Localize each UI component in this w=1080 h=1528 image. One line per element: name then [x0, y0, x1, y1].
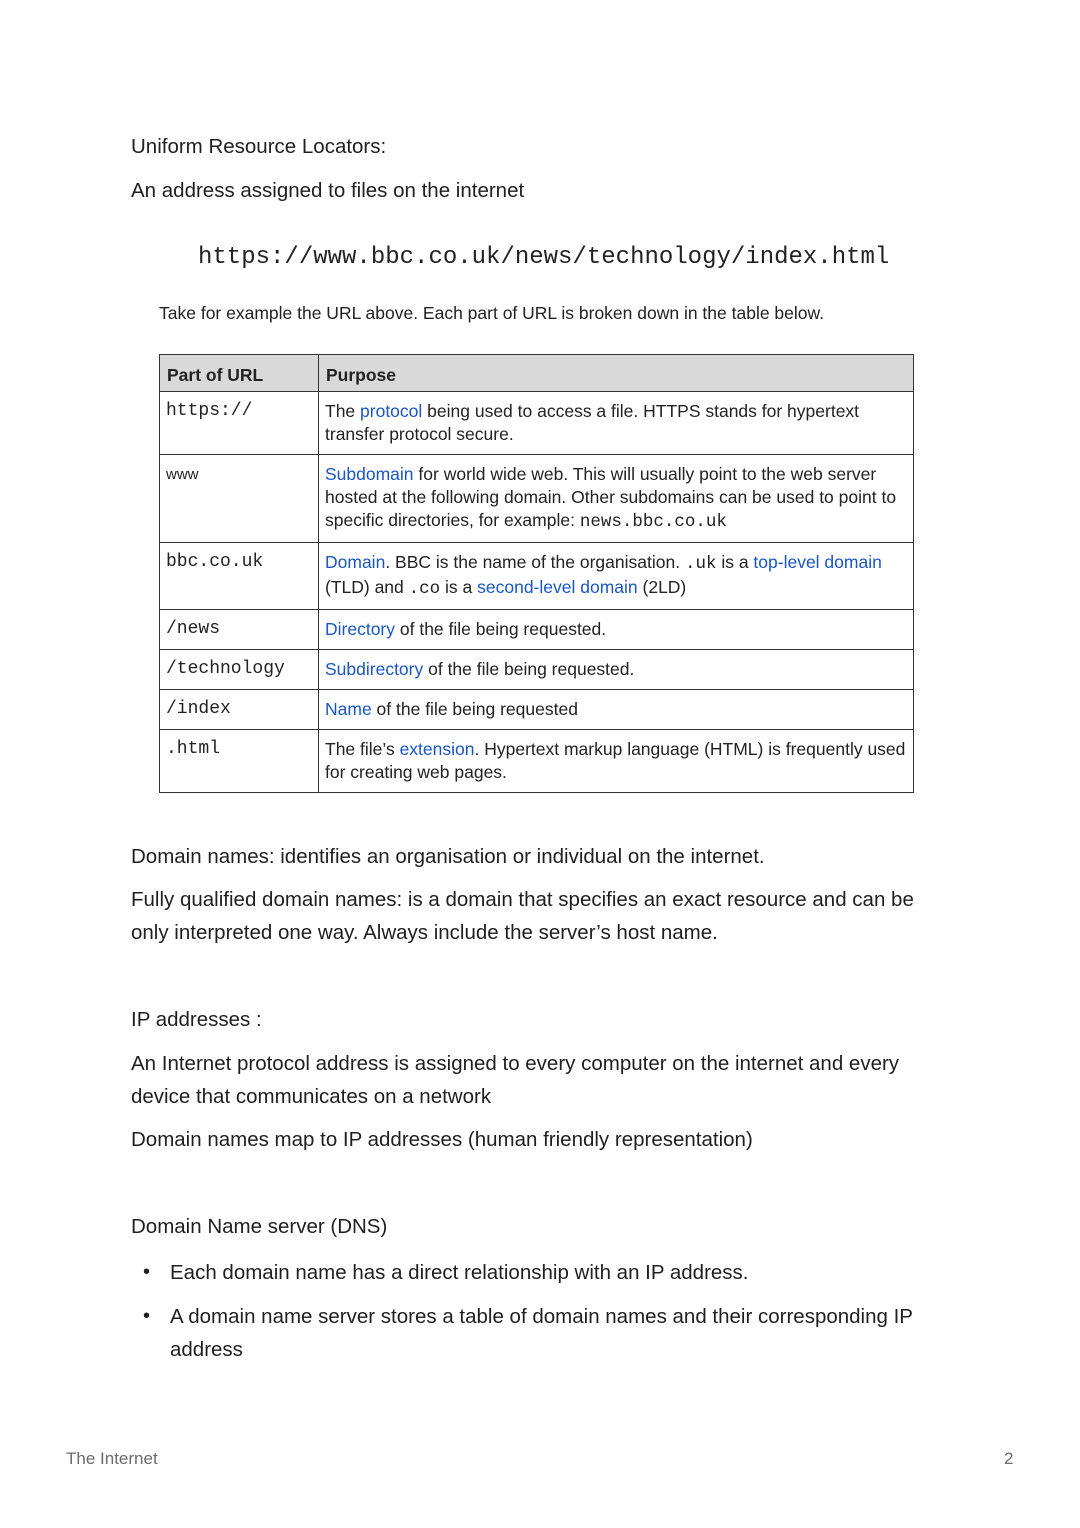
table-header-row — [160, 355, 914, 392]
purpose-cell — [319, 650, 914, 690]
table-row — [160, 690, 914, 730]
table-intro: Take for example the URL above. Each part of URL is broken down in the table below. — [159, 303, 825, 323]
page-number: 2 — [1004, 1449, 1014, 1468]
table-row — [160, 543, 914, 610]
url-part-cell: /technology — [160, 650, 319, 690]
url-parts-table — [159, 354, 914, 793]
url-part-cell: bbc.co.uk — [160, 543, 319, 610]
example-url: https://www.bbc.co.uk/news/technology/index.html — [198, 244, 890, 271]
purpose-text: for world wide web. This will usually point to the web server hosted at the following domain. Other subdomains can be used to point to specific directories, for example: — [325, 464, 897, 530]
purpose-text: . Hypertext markup language (HTML) is frequently used for creating web pages. — [325, 739, 906, 782]
term-link: Name — [325, 699, 372, 719]
term-link: Domain — [325, 552, 386, 572]
dns-list — [131, 1256, 951, 1377]
term-link: top-level domain — [753, 552, 882, 572]
purpose-cell — [319, 543, 914, 610]
purpose-cell — [319, 690, 914, 730]
header-purpose: Purpose — [319, 355, 914, 392]
heading-urls: Uniform Resource Locators: — [131, 135, 387, 158]
code-text: .co — [408, 579, 441, 599]
purpose-text: (2LD) — [637, 577, 687, 597]
table-row — [160, 730, 914, 793]
purpose-text: . BBC is the name of the organisation. — [385, 552, 685, 572]
purpose-cell — [319, 392, 914, 455]
ip-mapping: Domain names map to IP addresses (human friendly representation) — [131, 1128, 753, 1151]
purpose-text: of the file being requested. — [423, 659, 635, 679]
header-part: Part of URL — [160, 355, 319, 392]
purpose-cell — [319, 730, 914, 793]
purpose-text: of the file being requested — [371, 699, 578, 719]
fqdn-text: Fully qualified domain names: is a domain that specifies an exact resource and can be only interpreted one way. Always include the server’s host name. — [131, 888, 914, 944]
dns-point: • Each domain name has a direct relationship with an IP address. — [131, 1256, 951, 1289]
url-part-cell: /index — [160, 690, 319, 730]
url-part-cell: /news — [160, 610, 319, 650]
ip-definition: An Internet protocol address is assigned to every computer on the internet and every device that communicates on a network — [131, 1052, 900, 1108]
purpose-text: The file’s — [325, 739, 400, 759]
url-part-cell: www — [160, 455, 319, 543]
purpose-text: being used to access a file. HTTPS stands for hypertext transfer protocol secure. — [325, 401, 860, 444]
term-link: Subdirectory — [325, 659, 424, 679]
purpose-text: (TLD) and — [325, 577, 409, 597]
purpose-text: The — [325, 401, 361, 421]
term-link: second-level domain — [477, 577, 638, 597]
heading-ip: IP addresses : — [131, 1008, 262, 1031]
purpose-cell — [319, 455, 914, 543]
urls-definition: An address assigned to files on the internet — [131, 179, 525, 202]
code-text: .uk — [684, 554, 717, 574]
purpose-text: is a — [440, 577, 478, 597]
code-text: news.bbc.co.uk — [579, 512, 727, 532]
table-row — [160, 610, 914, 650]
purpose-text: is a — [716, 552, 754, 572]
table-row — [160, 650, 914, 690]
table-body — [160, 392, 914, 793]
dns-point: • A domain name server stores a table of domain names and their corresponding IP address — [131, 1300, 951, 1366]
term-link: Directory — [325, 619, 396, 639]
domain-names-text: Domain names: identifies an organisation or individual on the internet. — [131, 845, 765, 868]
term-link: protocol — [360, 401, 423, 421]
purpose-cell — [319, 610, 914, 650]
table-row — [160, 455, 914, 543]
term-link: Subdomain — [325, 464, 414, 484]
purpose-text: of the file being requested. — [395, 619, 607, 639]
heading-dns: Domain Name server (DNS) — [131, 1215, 388, 1238]
footer-title: The Internet — [66, 1449, 158, 1468]
term-link: extension — [399, 739, 475, 759]
url-part-cell: https:// — [160, 392, 319, 455]
url-part-cell: .html — [160, 730, 319, 793]
table-row — [160, 392, 914, 455]
